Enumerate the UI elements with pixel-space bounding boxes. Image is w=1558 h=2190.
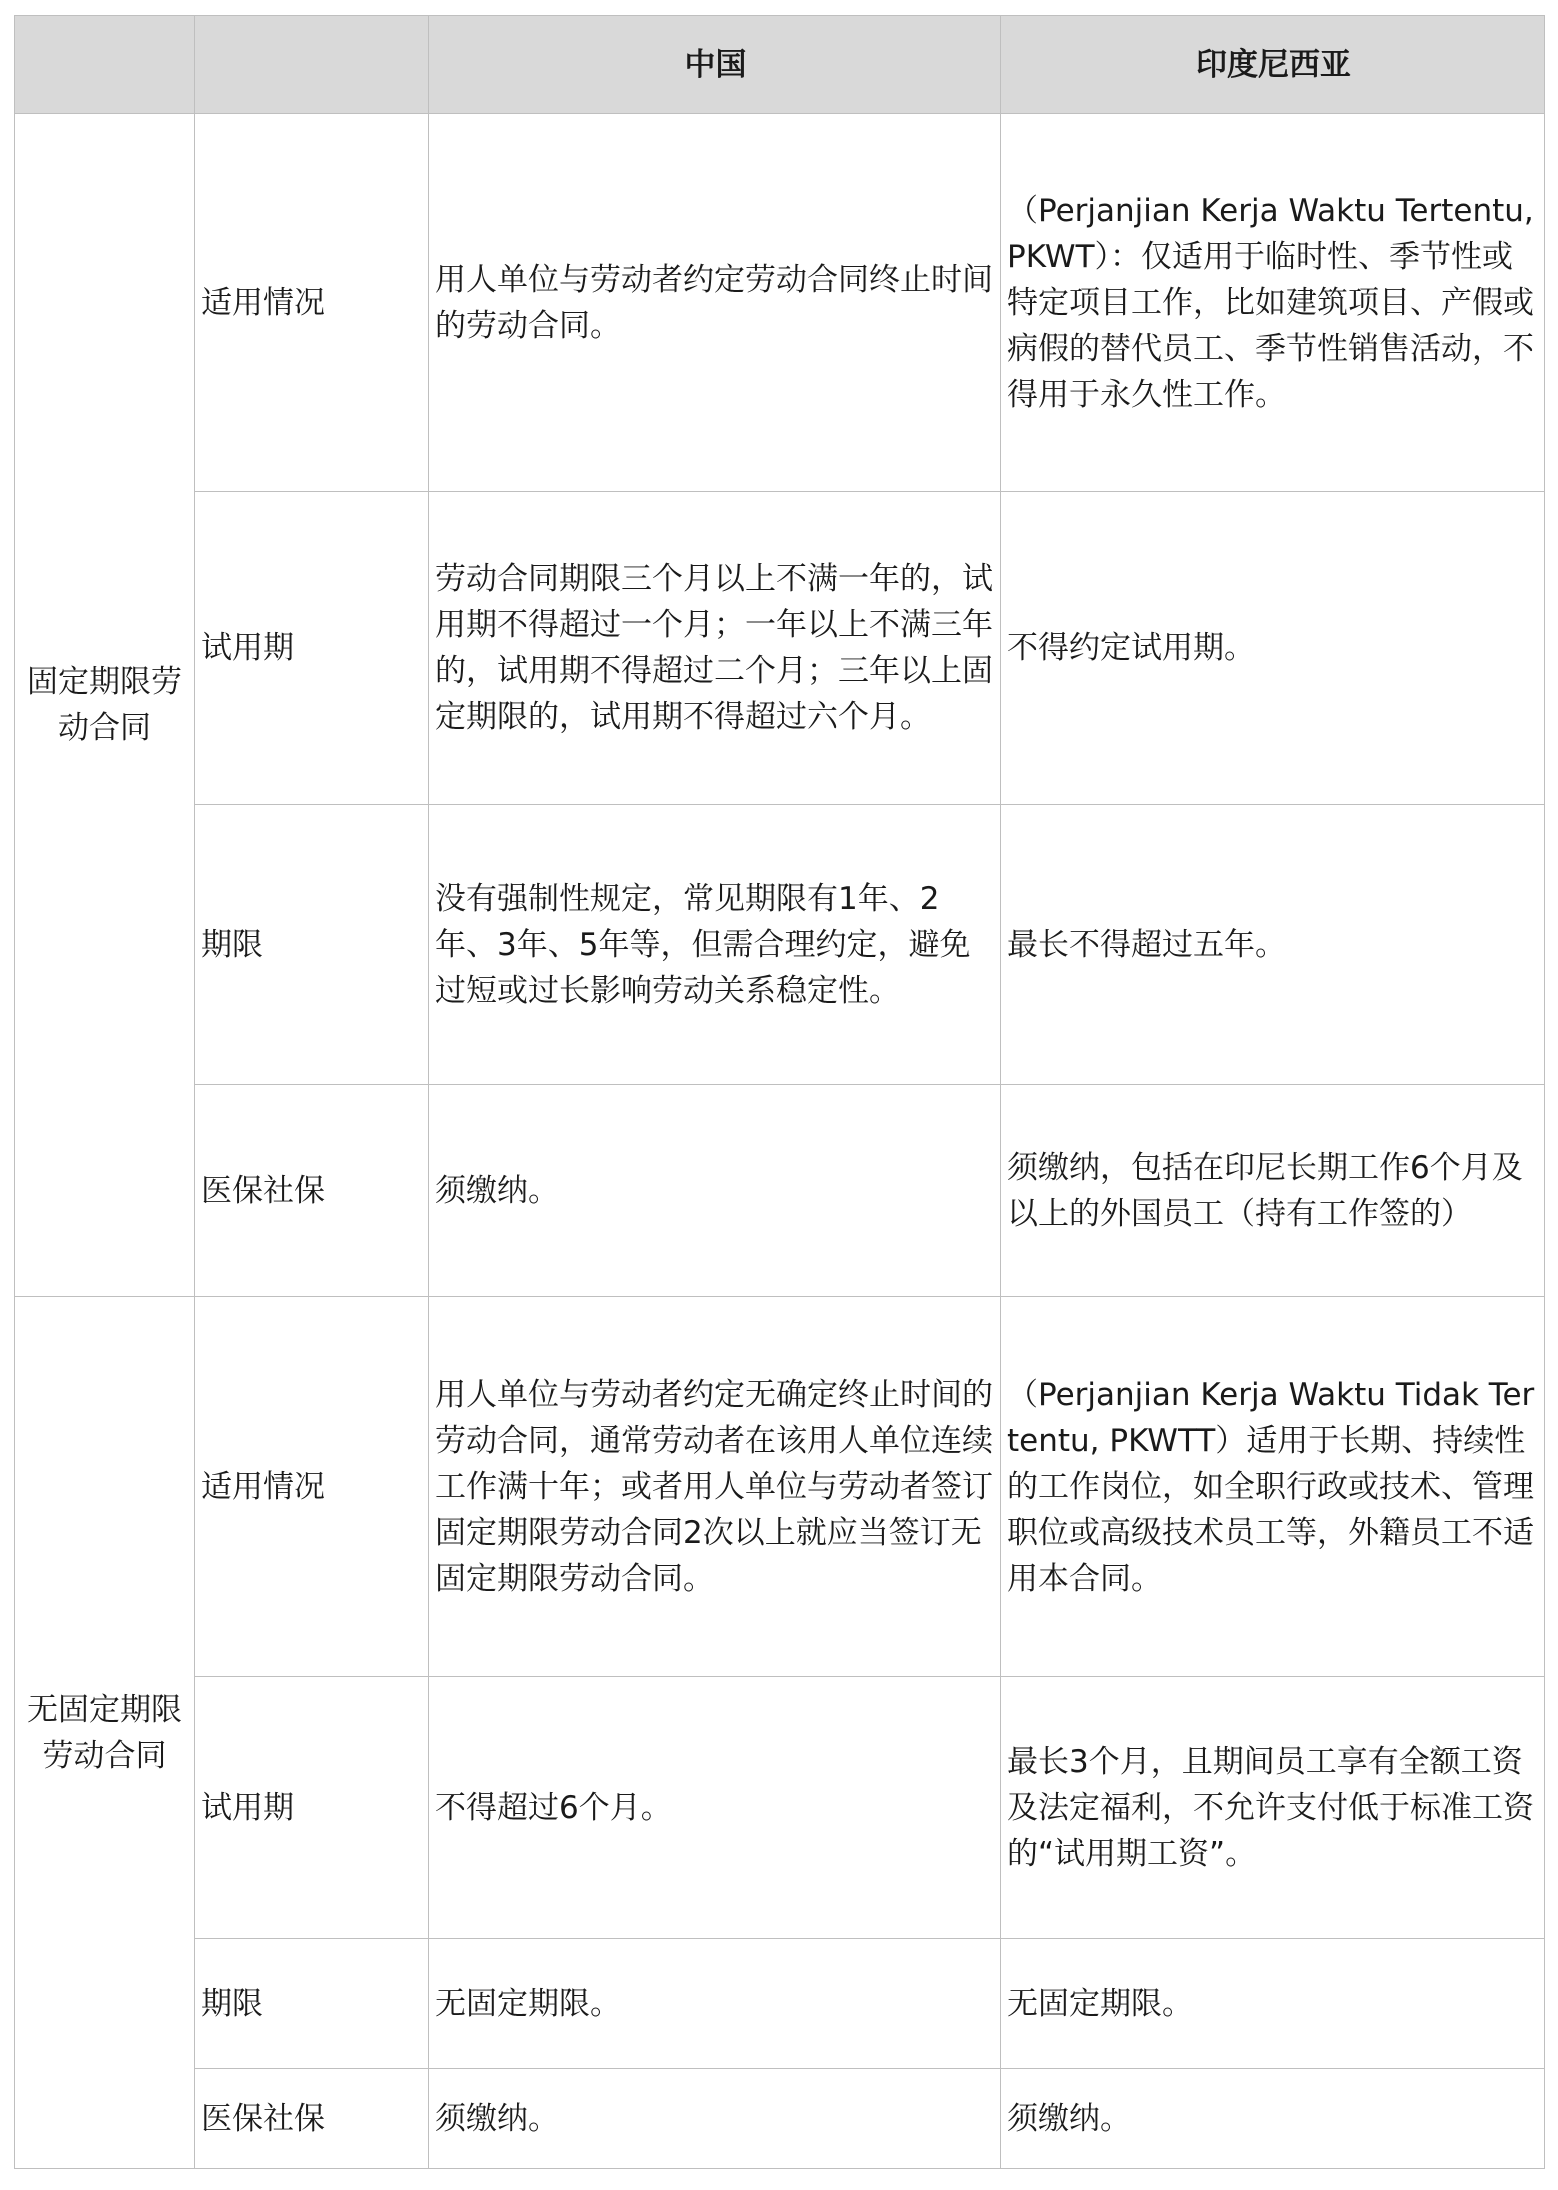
indonesia-cell: 不得约定试用期。 [1001, 492, 1545, 805]
row-item-label: 医保社保 [195, 2069, 429, 2169]
group-label-open-ended: 无固定期限劳动合同 [15, 1297, 195, 2169]
indonesia-cell: 须缴纳。 [1001, 2069, 1545, 2169]
group-label-fixed-term: 固定期限劳动合同 [15, 114, 195, 1297]
row-item-label: 试用期 [195, 1677, 429, 1939]
table-row [15, 114, 1545, 492]
row-item-label: 适用情况 [195, 114, 429, 492]
china-cell: 不得超过6个月。 [429, 1677, 1001, 1939]
indonesia-cell: 最长3个月，且期间员工享有全额工资及法定福利，不允许支付低于标准工资的“试用期工资”。 [1001, 1677, 1545, 1939]
china-cell: 须缴纳。 [429, 2069, 1001, 2169]
row-item-label: 期限 [195, 805, 429, 1085]
china-cell: 用人单位与劳动者约定无确定终止时间的劳动合同，通常劳动者在该用人单位连续工作满十年；或者用人单位与劳动者签订固定期限劳动合同2次以上就应当签订无固定期限劳动合同。 [429, 1297, 1001, 1677]
table-body [15, 114, 1545, 2169]
header-group-cell [15, 16, 195, 114]
table-row [15, 1085, 1545, 1297]
table-row [15, 1297, 1545, 1677]
table-row [15, 492, 1545, 805]
table-row [15, 1939, 1545, 2069]
comparison-table [14, 15, 1545, 2169]
table-row [15, 2069, 1545, 2169]
header-china: 中国 [429, 16, 1001, 114]
china-cell: 无固定期限。 [429, 1939, 1001, 2069]
china-cell: 用人单位与劳动者约定劳动合同终止时间的劳动合同。 [429, 114, 1001, 492]
china-cell: 劳动合同期限三个月以上不满一年的，试用期不得超过一个月；一年以上不满三年的，试用期不得超过二个月；三年以上固定期限的，试用期不得超过六个月。 [429, 492, 1001, 805]
row-item-label: 试用期 [195, 492, 429, 805]
indonesia-cell: 最长不得超过五年。 [1001, 805, 1545, 1085]
header-item-cell [195, 16, 429, 114]
row-item-label: 医保社保 [195, 1085, 429, 1297]
row-item-label: 适用情况 [195, 1297, 429, 1677]
indonesia-cell: （Perjanjian Kerja Waktu Tidak Tertentu, PKWTT）适用于长期、持续性的工作岗位，如全职行政或技术、管理职位或高级技术员工等，外籍员工不适用本合同。 [1001, 1297, 1545, 1677]
table-row [15, 1677, 1545, 1939]
table-header [15, 16, 1545, 114]
header-indonesia: 印度尼西亚 [1001, 16, 1545, 114]
header-row [15, 16, 1545, 114]
indonesia-cell: （Perjanjian Kerja Waktu Tertentu, PKWT）：仅适用于临时性、季节性或特定项目工作，比如建筑项目、产假或病假的替代员工、季节性销售活动，不得用于永久性工作。 [1001, 114, 1545, 492]
row-item-label: 期限 [195, 1939, 429, 2069]
table-row [15, 805, 1545, 1085]
china-cell: 须缴纳。 [429, 1085, 1001, 1297]
indonesia-cell: 须缴纳，包括在印尼长期工作6个月及以上的外国员工（持有工作签的） [1001, 1085, 1545, 1297]
china-cell: 没有强制性规定，常见期限有1年、2年、3年、5年等，但需合理约定，避免过短或过长影响劳动关系稳定性。 [429, 805, 1001, 1085]
indonesia-cell: 无固定期限。 [1001, 1939, 1545, 2069]
